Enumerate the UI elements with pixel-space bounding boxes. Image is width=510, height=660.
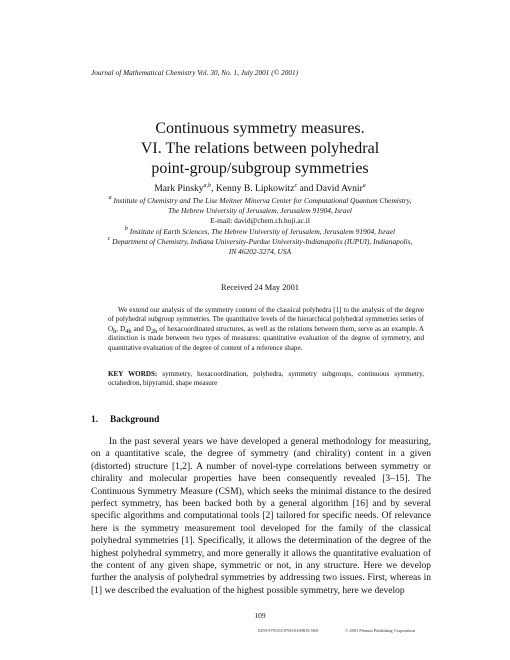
affiliation-c [70,237,450,247]
author-lipkowitz: Kenny B. Lipkowitz [215,183,295,194]
keywords-label: KEY WORDS: [108,370,158,378]
abstract-text-part: of hexacoordinated structures, as well as the relations between them, serve as an example. A distinction is made between two types of measures: quantitative evaluation of the degree of symmetry, and quantitative evaluation of the degree of content of a reference shape. [108,324,424,352]
affiliation-b-line: Institute of Earth Sciences, The Hebrew University of Jerusalem, Jerusalem 91904, Israel [127,226,396,236]
body-text [91,436,431,597]
subscript: 2h [150,327,158,335]
keywords [108,370,424,389]
author-avnir: David Avnir [315,183,363,194]
affiliation-c-mark: c [107,235,111,242]
affiliation-b [70,227,450,237]
author-separator: , [211,183,216,194]
abstract [108,306,424,353]
abstract-text-part: , D [116,324,126,333]
author-pinsky-affil: a,b [203,183,212,189]
affiliation-a-line-1: Institute of Chemistry and The Lise Meitner Minerva Center for Computational Quantum Chemistry, [111,196,412,205]
title-line-2: VI. The relations between polyhedral [140,140,380,157]
keywords-text: symmetry, hexacoordination, polyhedra, symmetry subgroups, continuous symmetry, octahedron, bipyramid, shape measure [108,370,424,388]
abstract-text [108,306,424,353]
affiliation-c-line-1: Department of Chemistry, Indiana University-Purdue University-Indianapolis (IUPUI), Indianapolis, [110,236,413,246]
abstract-text-part: and D [131,324,151,333]
affiliation-a-line-2: The Hebrew University of Jerusalem, Jerusalem 91904, Israel [168,206,352,216]
affiliation-a-mark: a [108,195,112,201]
subscript: h [113,327,117,335]
author-list [80,183,440,194]
footer-code: 0259-9791/01/0700-0109$19.50/0 [258,628,319,633]
title-line-3: point-group/subgroup symmetries [151,160,369,177]
author-pinsky: Mark Pinsky [154,183,204,194]
section-title: Background [110,415,160,425]
section-heading [91,415,159,425]
affiliation-a [70,196,450,206]
footer-publisher: © 2001 Plenum Publishing Corporation [345,628,415,633]
author-separator: and [297,183,316,194]
author-lipkowitz-affil: c [294,183,298,189]
paper-title [80,119,440,179]
page-number: 109 [254,611,266,620]
subscript: 4h [125,327,132,335]
abstract-text-part: We extend our analysis of the symmetry content of the classical polyhedra [1] to the analysis of the degree of polyhedral subgroup symmetries. The quantitative levels of the hierarchical polyhedral symmetries series of O [108,306,424,333]
title-line-1: Continuous symmetry measures. [155,120,365,137]
received-date: Received 24 May 2001 [221,283,299,292]
author-avnir-affil: a [362,183,366,189]
affiliations [70,196,450,257]
affiliation-b-mark: b [124,225,128,232]
section-number: 1. [91,415,99,425]
body-paragraph: In the past several years we have developed a general methodology for measuring, on a quantitative scale, the degree of symmetry (and chirality) content in a given (distorted) structure [1,2]. A number of novel-type correlations between symmetry or chirality and molecular properties have been consequently revealed [3–15]. The Continuous Symmetry Measure (CSM), which seeks the minimal distance to the desired perfect symmetry, has been backed both by a general algorithm [16] and by several specific algorithms and computational tools [2] tailored for specific needs. Of relevance here is the symmetry measurement tool developed for the family of the classical polyhedral symmetries [1]. Specifically, it allows the determination of the degree of the highest polyhedral symmetry, and more generally it allows the quantitative evaluation of the content of any given shape, symmetric or not, in any structure. Here we develop further the analysis of polyhedral symmetries by addressing two issues. First, whereas in [1] we described the evaluation of the highest possible symmetry, here we develop [91,437,431,596]
affiliation-c-line-2: IN 46202-3274, USA [228,247,292,257]
journal-header: Journal of Mathematical Chemistry Vol. 30, No. 1, July 2001 (© 2001) [91,69,299,77]
contact-email: E-mail: david@chem.ch.huji.ac.il [210,216,310,226]
